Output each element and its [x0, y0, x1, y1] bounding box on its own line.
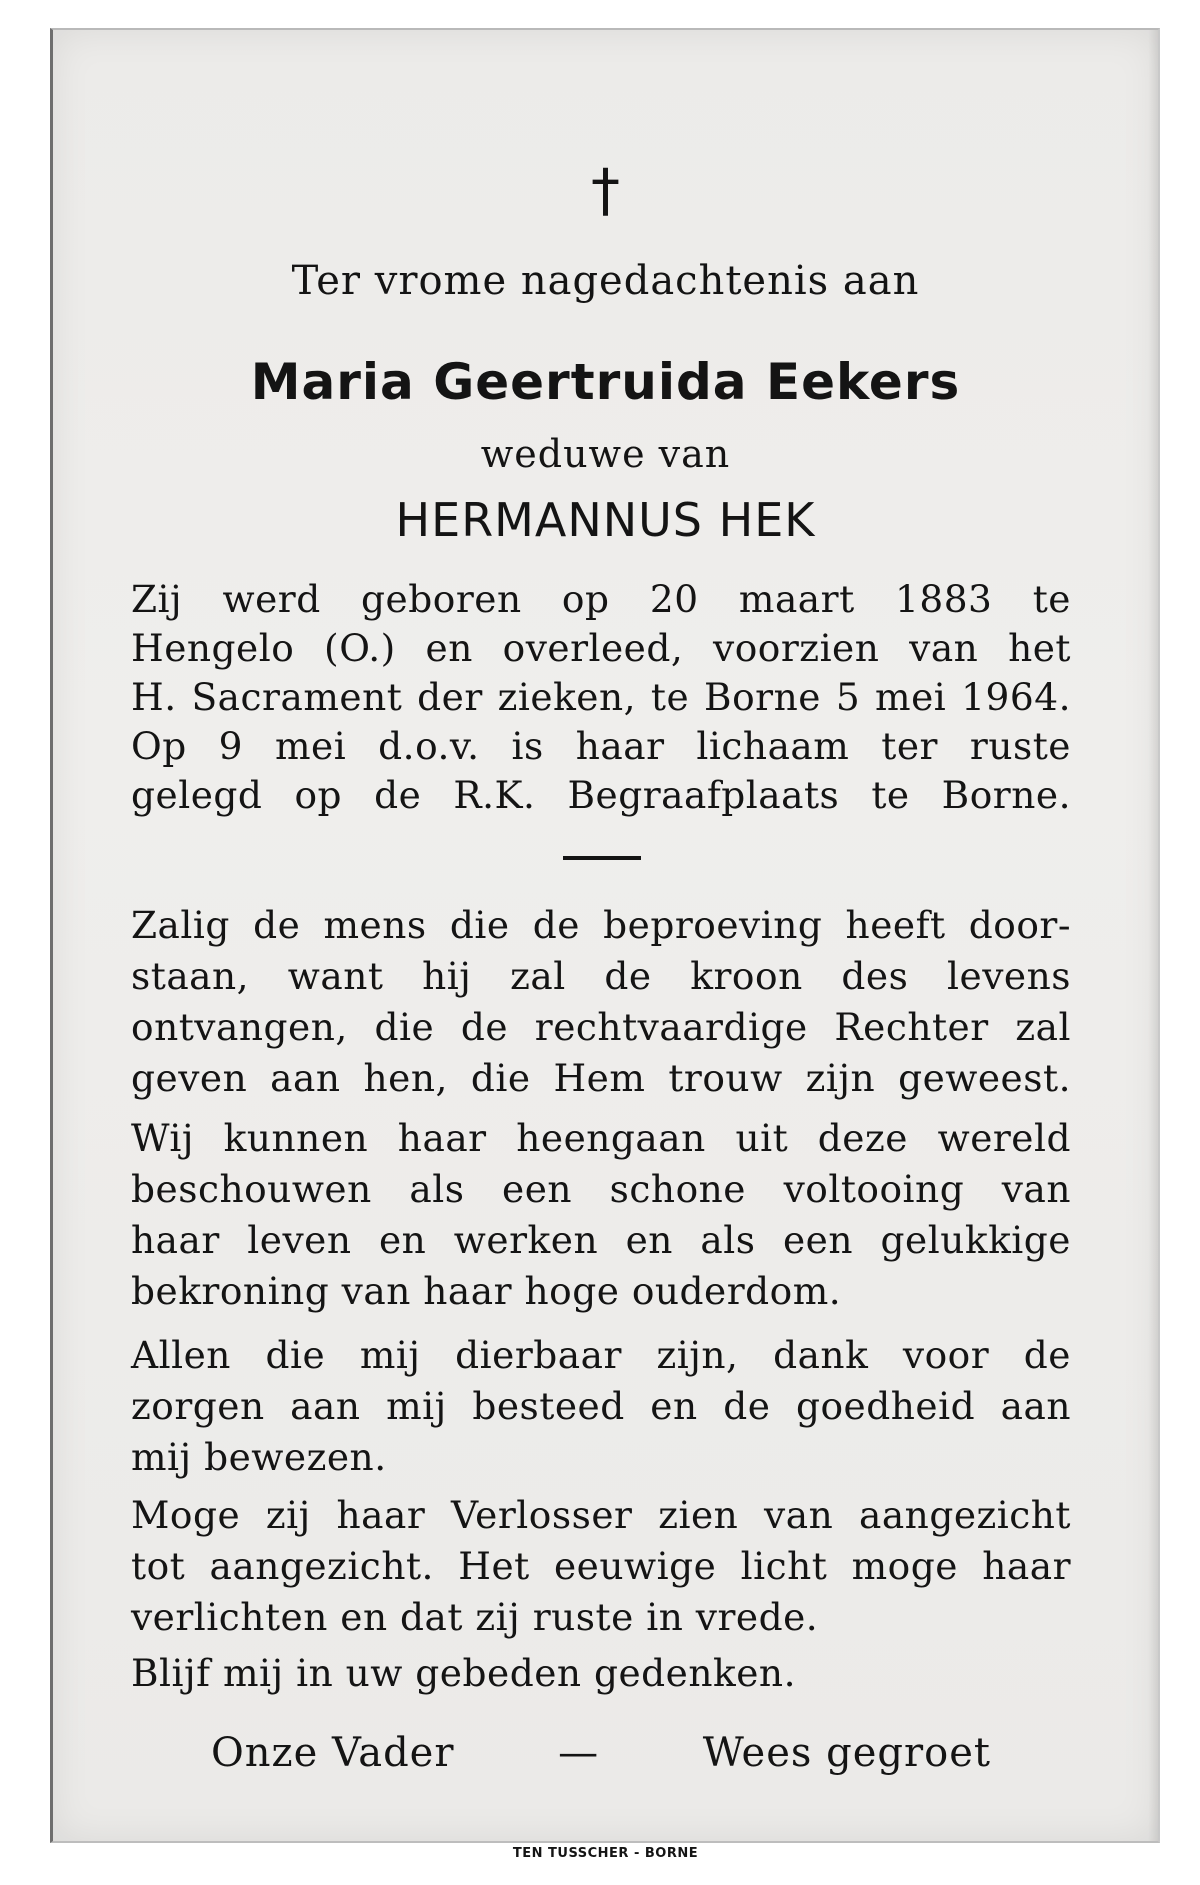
paragraph-line: Wij kunnen haar heengaan uit deze wereld [131, 1116, 1071, 1160]
paragraph-line: geven aan hen, die Hem trouw zijn geweest. [131, 1056, 1071, 1100]
thanks-paragraph [131, 1330, 1071, 1483]
paragraph-line: tot aangezicht. Het eeuwige licht moge haar [131, 1544, 1071, 1588]
paragraph-line: ontvangen, die de rechtvaardige Rechter zal [131, 1005, 1071, 1049]
paragraph-line: Allen die mij dierbaar zijn, dank voor de [131, 1333, 1071, 1377]
biography-line: Hengelo (O.) en overleed, voorzien van het [131, 626, 1071, 670]
paragraph-line: zorgen aan mij besteed en de goedheid aan [131, 1384, 1071, 1428]
paragraph-line: verlichten en dat zij ruste in vrede. [131, 1595, 819, 1639]
paragraph-line: mij bewezen. [131, 1435, 387, 1479]
paragraph-line: bekroning van haar hoge ouderdom. [131, 1269, 842, 1313]
prayer-dash: — [558, 1730, 600, 1776]
paragraph-line: Moge zij haar Verlosser zien van aangezicht [131, 1493, 1071, 1537]
deceased-name: Maria Geertruida Eekers [250, 353, 961, 411]
biography-paragraph [131, 575, 1071, 820]
biography-line: gelegd op de R.K. Begraafplaats te Borne. [131, 773, 1071, 817]
paragraph-line: beschouwen als een schone voltooing van [131, 1167, 1071, 1211]
divider-rule [563, 856, 641, 860]
reflection-paragraph [131, 1113, 1071, 1317]
paragraph-line: staan, want hij zal de kroon des levens [131, 954, 1071, 998]
paragraph-line: haar leven en werken en als een gelukkige [131, 1218, 1071, 1262]
printer-imprint: TEN TUSSCHER - BORNE [512, 1846, 699, 1861]
husband-name: HERMANNUS HEK [395, 493, 816, 547]
prayer-line [211, 1730, 991, 1776]
biography-line: Zij werd geboren op 20 maart 1883 te [131, 577, 1071, 621]
biography-line: H. Sacrament der zieken, te Borne 5 mei 1964. [131, 675, 1071, 719]
memorial-card [50, 28, 1160, 1861]
scripture-paragraph [131, 900, 1071, 1104]
prayer-hail-mary: Wees gegroet [702, 1730, 991, 1776]
biography-line: Op 9 mei d.o.v. is haar lichaam ter ruste [131, 724, 1071, 768]
prayer-our-father: Onze Vader [211, 1730, 455, 1776]
paragraph-line: Blijf mij in uw gebeden gedenken. [131, 1651, 797, 1695]
paragraph-line: Zalig de mens die de beproeving heeft door- [131, 903, 1071, 947]
intro-text: Ter vrome nagedachtenis aan [291, 258, 920, 304]
request-paragraph [131, 1648, 1071, 1699]
widow-of-text: weduwe van [480, 432, 731, 476]
cross-symbol: † [591, 156, 620, 224]
blessing-paragraph [131, 1490, 1071, 1643]
